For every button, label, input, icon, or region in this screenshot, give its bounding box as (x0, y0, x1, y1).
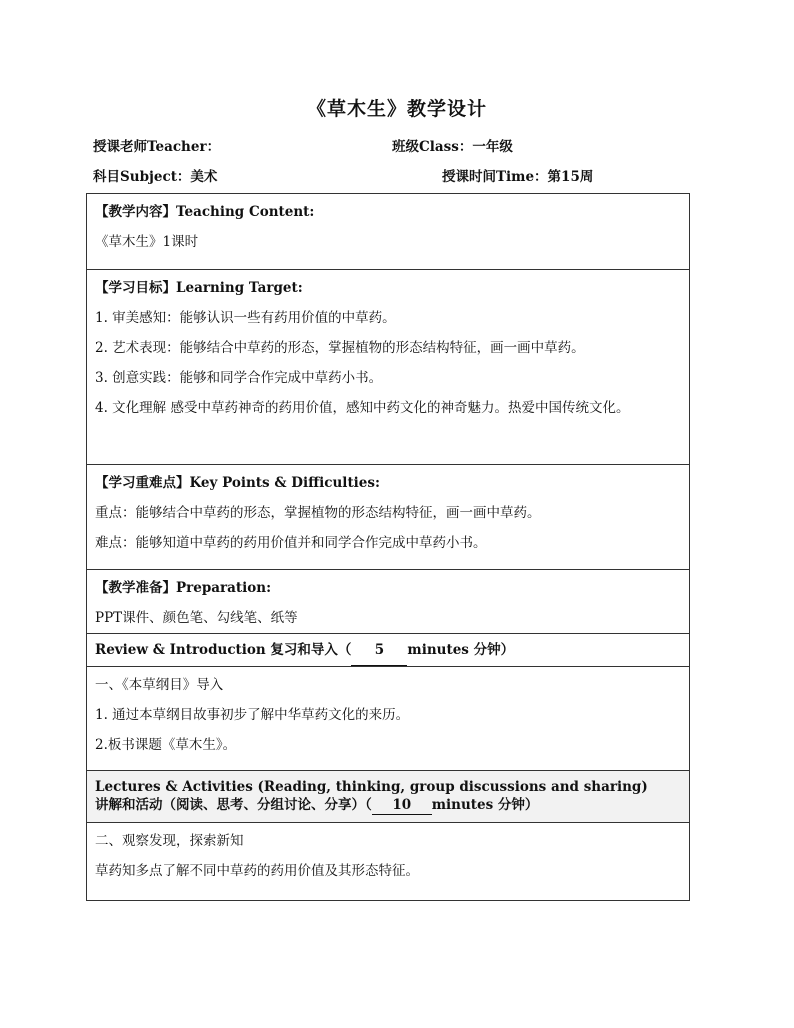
content-section (87, 194, 690, 270)
observe-section (87, 823, 690, 901)
section-heading: 【教学准备】Preparation: (95, 580, 272, 596)
section-heading: 【学习目标】Learning Target: (95, 280, 303, 296)
review-label-after: minutes 分钟） (407, 641, 515, 658)
section-line: 2. 艺术表现：能够结合中草药的形态，掌握植物的形态结构特征，画一画中草药。 (95, 340, 585, 356)
intro-section (87, 667, 690, 771)
section-line: 难点：能够知道中草药的药用价值并和同学合作完成中草药小书。 (95, 535, 487, 551)
section-line: 1. 审美感知：能够认识一些有药用价值的中草药。 (95, 310, 396, 326)
document-title: 《草木生》教学设计 (306, 98, 487, 120)
review-label: Review & Introduction 复习和导入（ (95, 641, 352, 658)
lectures-label: 讲解和活动（阅读、思考、分组讨论、分享）（ (95, 797, 372, 813)
target-section (87, 270, 690, 465)
lectures-label-after: minutes 分钟） (431, 797, 539, 813)
keypoints-section (87, 465, 690, 570)
review-section (87, 634, 690, 667)
lesson-plan-table (86, 193, 690, 901)
lectures-minutes: 10 (372, 796, 432, 815)
subject-field: 科目Subject：美术 (93, 169, 218, 185)
section-line: 4. 文化理解 感受中草药神奇的药用价值，感知中药文化的神奇魅力。热爱中国传统文化。 (95, 400, 630, 416)
lectures-heading-en: Lectures & Activities (Reading, thinking, group discussions and sharing) (95, 779, 648, 795)
section-heading: 【学习重难点】Key Points & Difficulties: (95, 475, 380, 491)
teacher-field: 授课老师Teacher： (93, 139, 221, 155)
section-heading: 【教学内容】Teaching Content: (95, 204, 315, 220)
section-line: 《草木生》1课时 (95, 234, 199, 250)
review-heading (95, 635, 681, 666)
class-field: 班级Class：一年级 (392, 139, 513, 155)
section-line: 重点：能够结合中草药的形态，掌握植物的形态结构特征，画一画中草药。 (95, 505, 541, 521)
review-minutes: 5 (351, 635, 407, 666)
section-line: 1. 通过本草纲目故事初步了解中华草药文化的来历。 (95, 707, 410, 723)
section-line: 一、《本草纲目》导入 (95, 677, 224, 693)
section-line: 草药知多点了解不同中草药的药用价值及其形态特征。 (95, 863, 419, 879)
section-line: 2.板书课题《草木生》。 (95, 737, 237, 753)
time-field: 授课时间Time：第15周 (442, 169, 594, 185)
lectures-section (87, 771, 690, 823)
preparation-section (87, 570, 690, 634)
section-line: 3. 创意实践：能够和同学合作完成中草药小书。 (95, 370, 383, 386)
section-line: PPT课件、颜色笔、勾线笔、纸等 (95, 610, 298, 626)
section-line: 二、观察发现，探索新知 (95, 833, 244, 849)
lectures-heading-cn (95, 796, 681, 815)
